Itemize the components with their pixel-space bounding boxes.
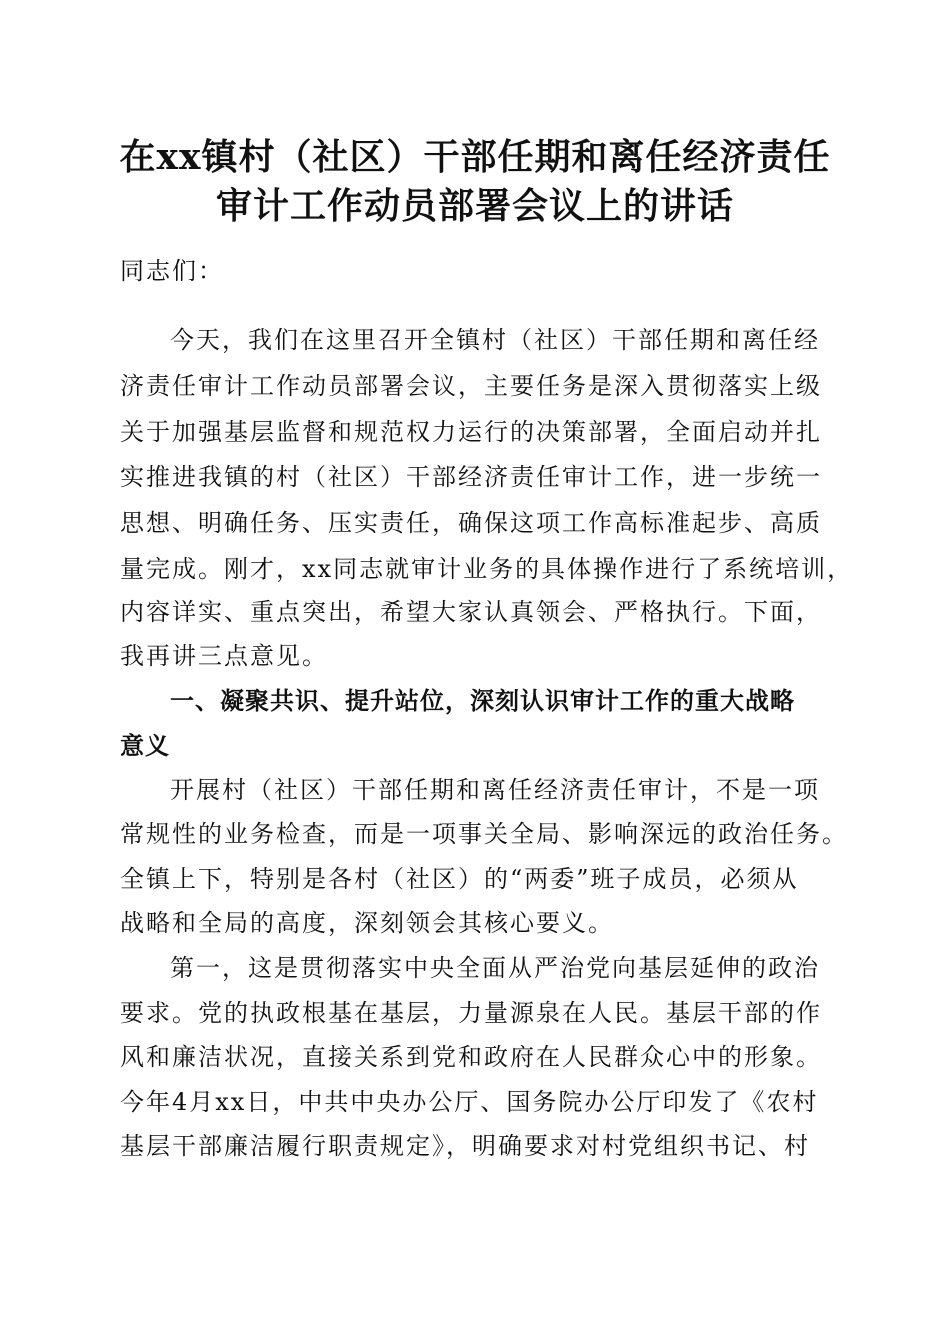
section-heading-line: 意义 — [120, 732, 170, 760]
paragraph-line: 战略和全局的高度，深刻领会其核心要义。 — [120, 909, 614, 937]
paragraph-line: 要求。党的执政根基在基层，力量源泉在人民。基层干部的作 — [120, 999, 822, 1027]
paragraph-line: 量完成。刚才，xx同志就审计业务的具体操作进行了系统培训， — [120, 555, 854, 583]
paragraph-line: 开展村（社区）干部任期和离任经济责任审计，不是一项 — [170, 776, 820, 804]
paragraph-line: 今天，我们在这里召开全镇村（社区）干部任期和离任经 — [170, 326, 820, 354]
paragraph-line: 济责任审计工作动员部署会议，主要任务是深入贯彻落实上级 — [120, 372, 822, 400]
paragraph-line: 常规性的业务检查，而是一项事关全局、影响深远的政治任务。 — [120, 820, 848, 848]
paragraph-line: 第一，这是贯彻落实中央全面从严治党向基层延伸的政治 — [170, 954, 820, 982]
paragraph-line: 思想、明确任务、压实责任，确保这项工作高标准起步、高质 — [120, 509, 822, 537]
paragraph-line: 基层干部廉洁履行职责规定》，明确要求对村党组织书记、村 — [120, 1132, 810, 1160]
document-title-line-1: 在xx镇村（社区）干部任期和离任经济责任 — [119, 136, 831, 178]
paragraph-line: 风和廉洁状况，直接关系到党和政府在人民群众心中的形象。 — [120, 1043, 822, 1071]
section-heading-line: 一、凝聚共识、提升站位，深刻认识审计工作的重大战略 — [170, 687, 795, 715]
paragraph-line: 全镇上下，特别是各村（社区）的“两委”班子成员，必须从 — [120, 865, 799, 893]
paragraph-line: 我再讲三点意见。 — [120, 642, 328, 670]
salutation: 同志们： — [120, 257, 224, 285]
paragraph-line: 今年4月xx日，中共中央办公厅、国务院办公厅印发了《农村 — [120, 1088, 819, 1116]
paragraph-line: 内容详实、重点突出，希望大家认真领会、严格执行。下面， — [120, 598, 822, 626]
paragraph-line: 实推进我镇的村（社区）干部经济责任审计工作，进一步统一 — [120, 463, 822, 491]
document-title-line-2: 审计工作动员部署会议上的讲话 — [215, 185, 734, 227]
paragraph-line: 关于加强基层监督和规范权力运行的决策部署，全面启动并扎 — [120, 418, 822, 446]
